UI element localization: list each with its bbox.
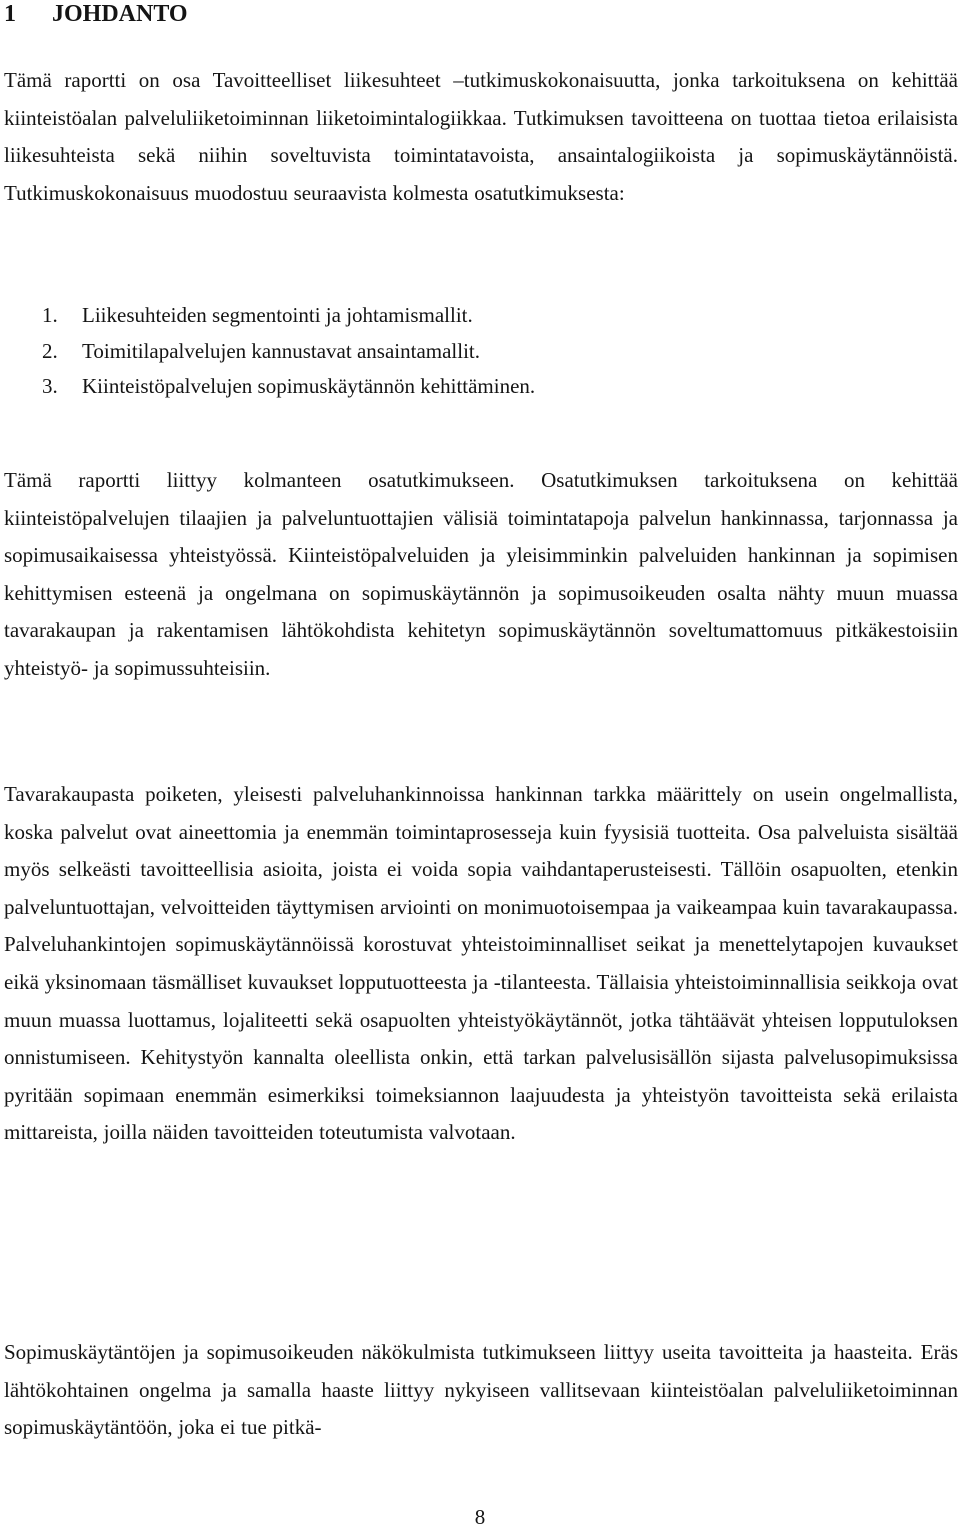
list-item <box>42 298 535 334</box>
list-item-number: 2. <box>42 338 58 363</box>
list-item-text: Kiinteistöpalvelujen sopimuskäytännön kehittäminen. <box>82 374 536 398</box>
list-item-number: 3. <box>42 374 58 398</box>
subproject-list <box>42 298 535 405</box>
list-item-text: Toimitilapalvelujen kannustavat ansaintamallit. <box>82 338 481 363</box>
list-item <box>42 334 535 370</box>
chapter-title: JOHDANTO <box>52 1 188 27</box>
chapter-heading <box>4 0 188 28</box>
list-item-text: Liikesuhteiden segmentointi ja johtamismallit. <box>82 303 473 327</box>
list-item-number: 1. <box>42 303 58 327</box>
list-item <box>42 369 535 405</box>
intro-paragraph: Tämä raportti on osa Tavoitteelliset liikesuhteet –tutkimuskokonaisuutta, jonka tarkoituksena on kehittää kiinteistöalan palveluliiketoiminnan liiketoimintalogiikkaa. Tutkimuksen tavoitteena on tuottaa tietoa erilaisista liikesuhteista sekä niihin soveltuvista toimintatavoista, ansaintalogiikoista ja sopimuskäytännöistä. Tutkimuskokonaisuus muodostuu seuraavista kolmesta osatutkimuksesta: <box>4 68 958 205</box>
paragraph-4: Sopimuskäytäntöjen ja sopimusoikeuden näkökulmista tutkimukseen liittyy useita tavoitteita ja haasteita. Eräs lähtökohtainen ongelma ja samalla haaste liittyy nykyiseen vallitsevaan kiinteistöalan palveluliiketoiminnan sopimuskäytäntöön, joka ei tue pitkä- <box>4 1340 958 1440</box>
chapter-number: 1 <box>4 1 16 27</box>
paragraph-2: Tämä raportti liittyy kolmanteen osatutkimukseen. Osatutkimuksen tarkoituksena on kehittää kiinteistöpalvelujen tilaajien ja palveluntuottajien välisiä toimintatapoja palvelun hankinnassa, tarjonnassa ja sopimusaikaisessa yhteistyössä. Kiinteistöpalveluiden ja yleisimminkin palveluiden hankinnan ja sopimisen kehittymisen esteenä ja ongelmana on sopimuskäytännön ja sopimusoikeuden osalta nähty muun muassa tavarakaupan ja rakentamisen lähtökohdista kehitetyn sopimuskäytännön soveltumattomuus pitkäkestoisiin yhteistyö- ja sopimussuhteisiin. <box>4 468 958 680</box>
page-number: 8 <box>474 1505 486 1529</box>
paragraph-3: Tavarakaupasta poiketen, yleisesti palveluhankinnoissa hankinnan tarkka määrittely on usein ongelmallista, koska palvelut ovat aineettomia ja enemmän toimintaprosesseja kuin fyysisiä tuotteita. Osa palveluista sisältää myös selkeästi tavoitteellisia asioita, joista ei voida sopia vaihdantaperusteisesti. Tällöin osapuolten, etenkin palveluntuottajan, velvoitteiden täyttymisen arviointi on monimuotoisempaa ja vaikeampaa kuin tavarakaupassa. Palveluhankintojen sopimuskäytännöissä korostuvat yhteistoiminnalliset seikat ja menettelytapojen kuvaukset eikä yksinomaan täsmälliset kuvaukset lopputuotteesta ja -tilanteesta. Tällaisia yhteistoiminnallisia seikkoja ovat muun muassa luottamus, lojaliteetti sekä osapuolten yhteistyökäytännöt, jotka tähtäävät yhteisen lopputuloksen onnistumiseen. Kehitystyön kannalta oleellista onkin, että tarkan palvelusisällön sijasta palvelusopimuksissa pyritään sopimaan enemmän esimerkiksi toimeksiannon laajuudesta ja yhteistyön tavoitteista sekä erilaista mittareista, joilla näiden tavoitteiden toteutumista valvotaan. <box>4 782 958 1145</box>
